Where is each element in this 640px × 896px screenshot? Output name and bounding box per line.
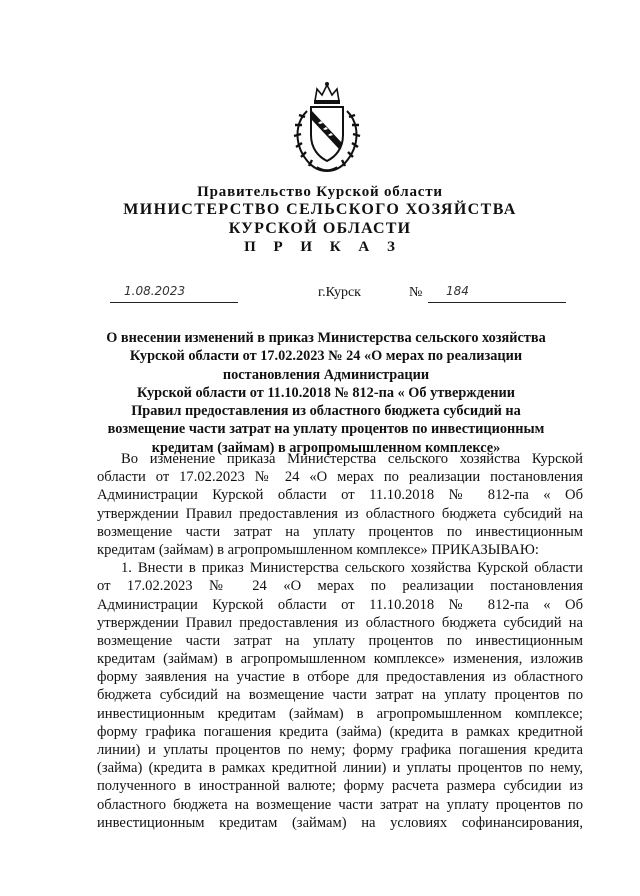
handwritten-number: 184	[446, 284, 469, 298]
title-line: кредитам (займам) в агропромышленном комплексе»	[151, 439, 501, 456]
body-line: возмещение части затрат на уплату процентов по инвестиционным	[97, 632, 583, 649]
ministry-name-line2: КУРСКОЙ ОБЛАСТИ	[228, 220, 412, 237]
body-line: областного бюджета на возмещение части затрат на уплату процентов по	[97, 796, 583, 813]
body-line: инвестиционным кредитам (займам) в агропромышленном комплексе;	[97, 705, 583, 722]
body-line: возмещение части затрат на уплату процентов по инвестиционным	[97, 523, 583, 540]
body-line: 1. Внести в приказ Министерства сельского хозяйства Курской области	[121, 560, 583, 577]
title-line: О внесении изменений в приказ Министерства сельского хозяйства	[106, 330, 546, 346]
body-line: инвестиционным кредитам (займам) на условиях софинансирования,	[97, 814, 583, 831]
body-line: утверждении Правил предоставления из областного бюджета субсидий на	[97, 614, 583, 631]
document-body	[97, 450, 583, 832]
number-sign: №	[409, 285, 423, 300]
body-line: бюджета субсидий на возмещение части затрат на уплату процентов по	[97, 687, 583, 704]
title-line: постановления Администрации	[222, 366, 430, 383]
document-title	[95, 329, 557, 457]
document-type: П Р И К А З	[244, 239, 402, 255]
body-line: (займа) (кредита в рамках кредитной линии) и уплаты процентов по нему,	[97, 760, 583, 777]
title-line: Курской области от 11.10.2018 № 812-па « Об утверждении	[137, 384, 515, 401]
body-line: от 17.02.2023 № 24 «О мерах по реализации постановления	[97, 578, 583, 595]
body-line: области от 17.02.2023 № 24 «О мерах по реализации постановления	[97, 469, 583, 486]
body-line: Во изменение приказа Министерства сельского хозяйства Курской	[121, 451, 583, 467]
body-line: кредитам (займам) в агропромышленном комплексе» изменения, изложив	[97, 651, 583, 668]
handwritten-date: 1.08.2023	[124, 284, 186, 298]
body-line: утверждении Правил предоставления из областного бюджета субсидий на	[97, 505, 583, 522]
government-name: Правительство Курской области	[197, 184, 443, 200]
coat-of-arms-icon	[287, 79, 367, 175]
body-line: форму графика погашения кредита (займа) (кредита в рамках кредитной	[97, 723, 583, 740]
title-line: Курской области от 17.02.2023 № 24 «О мерах по реализации	[129, 348, 523, 365]
title-line: возмещение части затрат на уплату процентов по инвестиционным	[107, 421, 545, 438]
ministry-name-line1: МИНИСТЕРСТВО СЕЛЬСКОГО ХОЗЯЙСТВА	[123, 201, 517, 218]
body-line: форму заявления на участие в отборе для предоставления из областного	[97, 669, 583, 686]
body-line: Администрации Курской области от 11.10.2018 № 812-па « Об	[97, 487, 583, 504]
body-line: линии) и уплаты процентов по нему; форму графика погашения кредита	[97, 742, 583, 758]
body-line: кредитам (займам) в агропромышленном комплексе» ПРИКАЗЫВАЮ:	[97, 541, 539, 558]
body-line: полученного в иностранной валюте; форму расчета размера субсидии из	[97, 778, 583, 795]
title-line: Правил предоставления из областного бюджета субсидий на	[131, 403, 521, 420]
date-field	[110, 285, 238, 303]
number-field	[428, 285, 566, 303]
city-label: г.Курск	[318, 285, 361, 300]
body-line: Администрации Курской области от 11.10.2018 № 812-па « Об	[97, 596, 583, 613]
